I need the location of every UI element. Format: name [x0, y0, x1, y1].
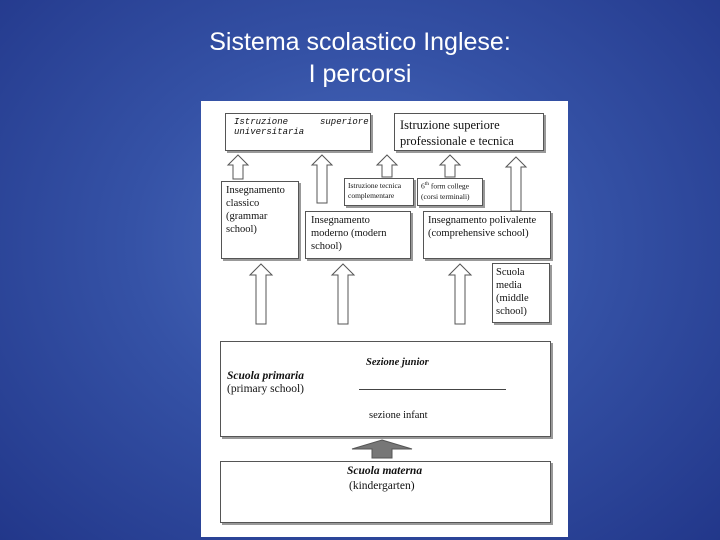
primary-divider-line [359, 389, 506, 390]
up-arrow-icon [448, 263, 472, 325]
sixth-form-superscript: th [424, 181, 430, 187]
moderno-line-3: school) [311, 241, 342, 252]
title-line-1: Sistema scolastico Inglese: [209, 28, 511, 56]
box-kindergarten [220, 461, 551, 523]
technical-line-1: Istruzione tecnica [348, 181, 402, 190]
up-arrow-icon [227, 154, 249, 180]
box-classico [221, 181, 299, 259]
up-arrow-icon [331, 263, 355, 325]
kindergarten-label-2: (kindergarten) [349, 480, 415, 492]
up-arrow-icon [249, 263, 273, 325]
university-label-left: Istruzione [234, 117, 289, 127]
sixth-form-text: form college [429, 181, 470, 191]
kindergarten-label-1: Scuola materna [347, 465, 423, 477]
moderno-line-1: Insegnamento [311, 215, 370, 226]
box-sixth-form-college [417, 178, 483, 206]
professional-label-2: professionale e tecnica [400, 134, 514, 148]
solid-up-arrow-icon [351, 439, 413, 459]
sixth-form-line-1 [421, 181, 469, 191]
technical-line-2: complementare [348, 191, 395, 200]
university-label-2: universitaria [234, 127, 305, 137]
slide-title [0, 26, 720, 90]
university-label-right: superiore [320, 117, 369, 127]
media-line-3: (middle [496, 293, 529, 304]
primary-label-1: Scuola primaria [227, 370, 305, 382]
box-middle-school [492, 263, 550, 323]
box-polivalente [423, 211, 551, 259]
sezione-junior-label: Sezione junior [366, 357, 429, 368]
box-moderno [305, 211, 411, 259]
classico-line-2: classico [226, 198, 260, 209]
media-line-1: Scuola [496, 267, 525, 278]
box-university [225, 113, 371, 151]
classico-line-3: (grammar [226, 211, 268, 222]
classico-line-1: Insegnamento [226, 185, 285, 196]
classico-line-4: school) [226, 224, 257, 235]
polivalente-line-2: (comprehensive school) [428, 228, 529, 239]
title-line-2: I percorsi [308, 60, 412, 88]
diagram-panel [201, 101, 568, 537]
professional-label-1: Istruzione superiore [400, 118, 500, 132]
sezione-infant-label: sezione infant [369, 410, 428, 421]
polivalente-line-1: Insegnamento polivalente [428, 215, 537, 226]
box-technical-complementary [344, 178, 414, 206]
up-arrow-icon [439, 154, 461, 178]
moderno-line-2: moderno (modern [311, 228, 387, 239]
up-arrow-icon [505, 156, 527, 212]
box-professional-higher [394, 113, 544, 151]
media-line-2: media [496, 280, 522, 291]
sixth-form-number: 6 [421, 181, 425, 191]
primary-label-2: (primary school) [227, 383, 304, 395]
sixth-form-line-2: (corsi terminali) [421, 192, 470, 201]
box-primary-school [220, 341, 551, 437]
up-arrow-icon [376, 154, 398, 178]
up-arrow-icon [311, 154, 333, 204]
media-line-4: school) [496, 306, 527, 317]
